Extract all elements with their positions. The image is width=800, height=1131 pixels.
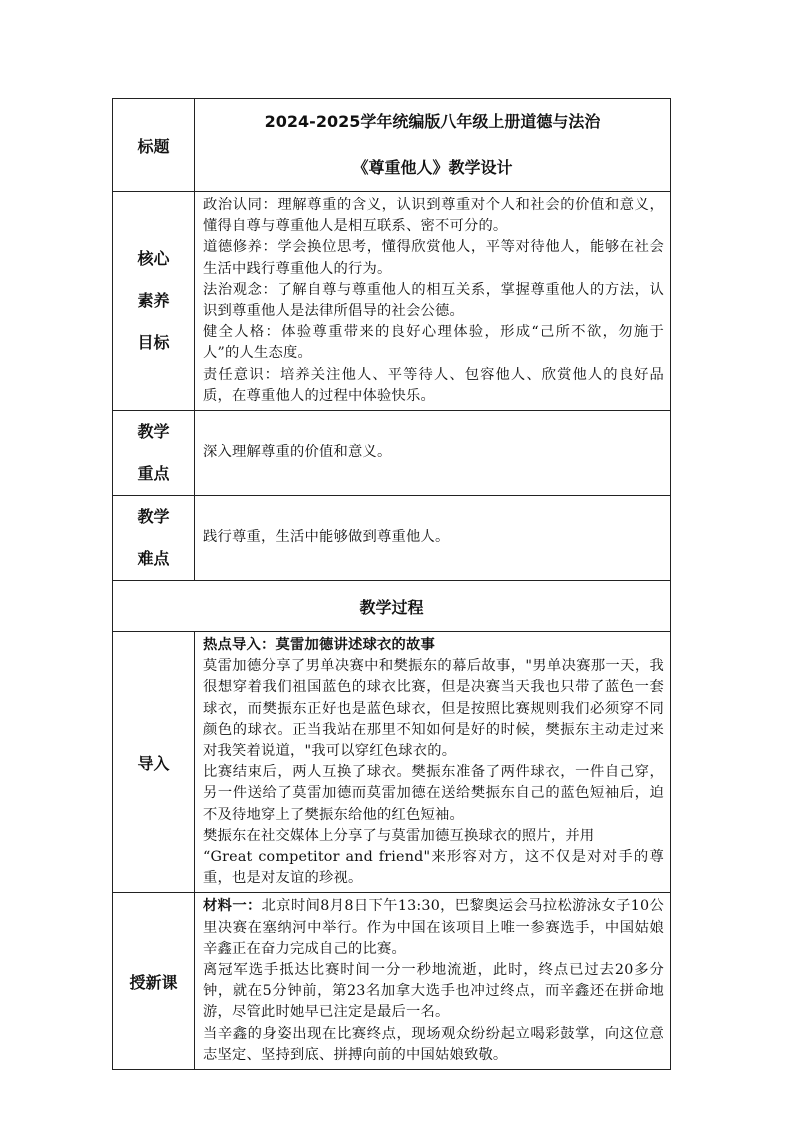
title-line-1: 2024-2025学年统编版八年级上册道德与法治 <box>264 112 601 131</box>
material-text: 北京时间8月8日下午13:30，巴黎奥运会马拉松游泳女子10公里决赛在塞纳河中举行。作为中国在该项目上唯一参赛选手，中国姑娘辛鑫正在奋力完成自己的比赛。 <box>203 898 664 957</box>
process-heading: 教学过程 <box>113 581 671 632</box>
title-row <box>113 99 671 192</box>
key-content: 深入理解尊重的价值和意义。 <box>195 411 671 496</box>
intro-paragraph: 莫雷加德分享了男单决赛中和樊振东的幕后故事，"男单决赛那一天，我很想穿着我们祖国蓝色的球衣比赛，但是决赛当天我也只带了蓝色一套球衣，而樊振东正好也是蓝色球衣，但是按照比赛规则我们必须穿不同颜色的球衣。正当我站在那里不知如何是好的时候，樊振东主动走过来对我笑着说道，"我可以穿红色球衣的。 <box>203 658 664 760</box>
core-label-line-1: 核心 <box>137 249 170 269</box>
material-paragraph: 离冠军选手抵达比赛时间一分一秒地流逝，此时，终点已过去20多分钟，就在5分钟前，第23名加拿大选手也冲过终点，而辛鑫还在拼命地游，尽管此时她早已注定是最后一名。 <box>203 962 664 1021</box>
difficulty-label-line-1: 教学 <box>137 507 170 527</box>
new-lesson-label: 授新课 <box>113 893 195 1070</box>
intro-content <box>195 632 671 893</box>
core-label-line-2: 素养 <box>137 291 170 311</box>
core-item: 法治观念：了解自尊与尊重他人的相互关系，掌握尊重他人的方法，认识到尊重他人是法律所倡导的社会公德。 <box>203 281 664 320</box>
core-label <box>113 192 195 411</box>
intro-paragraph: “Great competitor and friend"来形容对方，这不仅是对对手的尊重，也是对友谊的珍视。 <box>203 849 664 887</box>
new-lesson-content <box>195 893 671 1070</box>
process-row <box>113 581 671 632</box>
lesson-plan-table <box>112 98 671 1070</box>
new-lesson-row <box>113 893 671 1070</box>
difficulty-label <box>113 496 195 581</box>
material-paragraph: 当辛鑫的身姿出现在比赛终点，现场观众纷纷起立喝彩鼓掌，向这位意志坚定、坚持到底、拼搏向前的中国姑娘致敬。 <box>203 1025 664 1063</box>
core-item: 健全人格：体验尊重带来的良好心理体验，形成“己所不欲，勿施于人”的人生态度。 <box>203 324 664 362</box>
title-label: 标题 <box>113 99 195 192</box>
core-item: 道德修养：学会换位思考，懂得欣赏他人，平等对待他人，能够在社会生活中践行尊重他人的行为。 <box>203 239 664 277</box>
material-label: 材料一： <box>203 898 262 915</box>
title-cell <box>195 99 671 192</box>
core-item: 责任意识：培养关注他人、平等待人、包容他人、欣赏他人的良好品质，在尊重他人的过程中体验快乐。 <box>203 366 664 404</box>
core-label-line-3: 目标 <box>137 333 170 353</box>
key-label-line-1: 教学 <box>137 422 170 442</box>
intro-heading: 热点导入：莫雷加德讲述球衣的故事 <box>203 637 435 654</box>
difficulty-content: 践行尊重，生活中能够做到尊重他人。 <box>195 496 671 581</box>
core-item: 政治认同：理解尊重的含义，认识到尊重对个人和社会的价值和意义，懂得自尊与尊重他人是相互联系、密不可分的。 <box>203 197 664 235</box>
core-row <box>113 192 671 411</box>
difficulty-row <box>113 496 671 581</box>
key-row <box>113 411 671 496</box>
difficulty-label-line-2: 难点 <box>137 549 170 569</box>
core-content <box>195 192 671 411</box>
key-label-line-2: 重点 <box>137 464 170 484</box>
material-paragraph <box>203 896 664 960</box>
key-label <box>113 411 195 496</box>
intro-row <box>113 632 671 893</box>
intro-label: 导入 <box>113 632 195 893</box>
intro-paragraph: 樊振东在社交媒体上分享了与莫雷加德互换球衣的照片，并用 <box>203 827 595 844</box>
title-line-2: 《尊重他人》教学设计 <box>352 158 513 177</box>
intro-paragraph: 比赛结束后，两人互换了球衣。樊振东准备了两件球衣，一件自己穿，另一件送给了莫雷加德而莫雷加德在送给樊振东自己的蓝色短袖后，迫不及待地穿上了樊振东给他的红色短袖。 <box>203 764 664 823</box>
